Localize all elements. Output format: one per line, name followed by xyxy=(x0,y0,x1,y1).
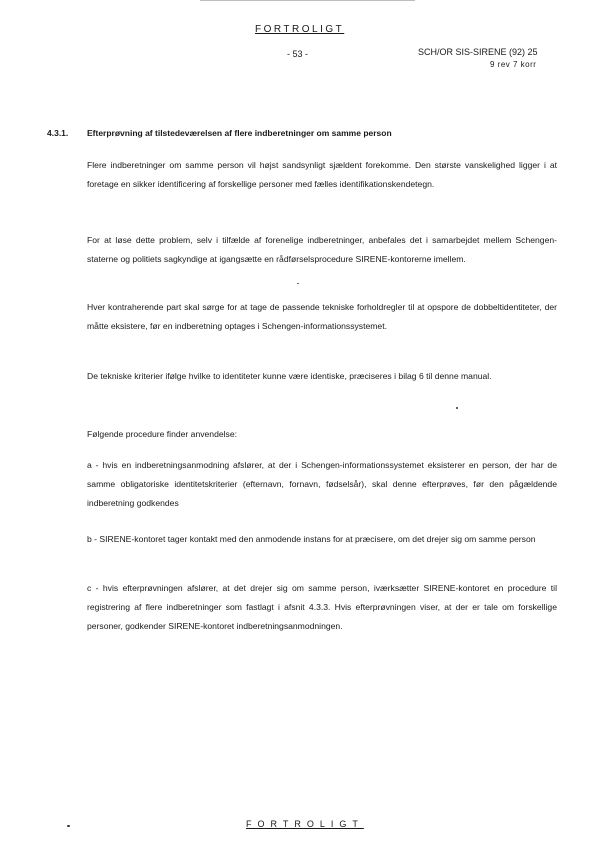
scan-speck xyxy=(297,283,299,284)
document-reference: SCH/OR SIS-SIRENE (92) 25 xyxy=(418,47,538,57)
classification-header: FORTROLIGT xyxy=(255,24,345,35)
list-item-a: a - hvis en indberetningsanmodning afslører, at der i Schengen-informationssystemet eksisterer en person, der har de samme obligatoriske identitetskriterier (efternavn, fornavn, fødselsår), skal denne efterprøves, før den pågældende indberetning godkendes xyxy=(87,460,557,508)
paragraph: Flere indberetninger om samme person vil højst sandsynligt sjældent forekomme. Den største vanskelighed ligger i at foretage en sikker identificering af forskellige personer med fælles identifikationskendetegn. xyxy=(87,160,557,189)
paragraph: Hver kontraherende part skal sørge for at tage de passende tekniske forholdregler til at opspore de dobbeltidentiteter, der måtte eksistere, før en indberetning optages i Schengen-informationssystemet. xyxy=(87,302,557,331)
section-number: 4.3.1. xyxy=(47,128,69,138)
top-rule xyxy=(200,0,415,1)
scan-speck xyxy=(456,407,458,409)
list-item-b: b - SIRENE-kontoret tager kontakt med den anmodende instans for at præcisere, om det drejer sig om samme person xyxy=(87,534,536,544)
document-revision: 9 rev 7 korr xyxy=(490,60,537,69)
paragraph: For at løse dette problem, selv i tilfælde af forenelige indberetninger, anbefales det i samarbejdet mellem Schengen-staterne og politiets sagkyndige at igangsætte en rådførselsprocedure SIRENE-kontorerne imellem. xyxy=(87,235,557,264)
paragraph: De tekniske kriterier ifølge hvilke to identiteter kunne være identiske, præciseres i bilag 6 til denne manual. xyxy=(87,371,492,381)
scan-speck xyxy=(67,825,70,827)
list-item-c: c - hvis efterprøvningen afslører, at det drejer sig om samme person, iværksætter SIRENE-kontoret en procedure til registrering af flere indberetninger som fastlagt i afsnit 4.3.3. Hvis efterprøvningen viser, at der er tale om forskellige personer, godkender SIRENE-kontoret indberetningsanmodningen. xyxy=(87,583,557,631)
paragraph: Følgende procedure finder anvendelse: xyxy=(87,429,238,439)
classification-footer: FORTROLIGT xyxy=(246,819,364,829)
page-number: - 53 - xyxy=(287,49,309,59)
section-title: Efterprøvning af tilstedeværelsen af flere indberetninger om samme person xyxy=(87,128,392,138)
